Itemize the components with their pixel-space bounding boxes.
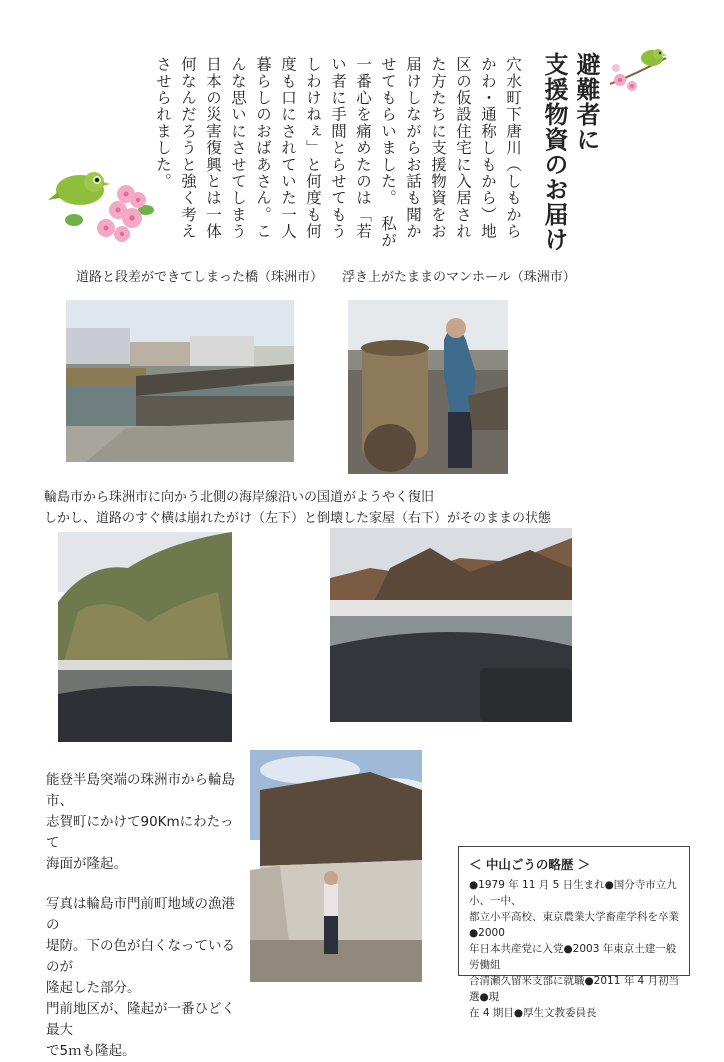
bird-blossom-icon-left <box>46 160 156 250</box>
uplift-line-4: 写真は輪島市門前町地域の漁港の <box>46 896 235 933</box>
profile-line-5: 在 4 期目●厚生文教委員長 <box>469 1007 597 1019</box>
seawall-uplift-photo <box>250 750 422 982</box>
uplift-line-1: 能登半島突端の珠洲市から輪島市、 <box>46 772 235 809</box>
profile-box <box>458 846 690 1019</box>
uplift-line-2: 志賀町にかけて90Kmにわたって <box>46 814 234 851</box>
uplift-line-5: 堤防。下の色が白くなっているのが <box>46 938 235 975</box>
caption-road-line-1: 輪島市から珠洲市に向かう北側の海岸線沿いの国道がようやく復旧 <box>44 490 435 505</box>
uplift-line-6: 隆起した部分。 <box>46 980 141 996</box>
caption-manhole: 浮き上がたままのマンホール（珠洲市） <box>342 270 576 285</box>
profile-heading: ＜ 中山ごうの略歴 ＞ <box>469 857 591 872</box>
article-title <box>532 52 602 252</box>
manhole-photo <box>348 300 508 474</box>
collapsed-houses-photo <box>330 528 572 722</box>
caption-bridge: 道路と段差ができてしまった橋（珠洲市） <box>76 270 324 285</box>
uplift-line-3: 海面が隆起。 <box>46 856 127 872</box>
profile-line-4: 合清瀬久留米支部に就職●2011 年 4 月初当選●現 <box>469 975 680 1003</box>
profile-line-1: ●1979 年 11 月 5 日生まれ●国分寺市立九小、一中、 <box>469 879 677 907</box>
uplift-description <box>46 770 246 1062</box>
uplift-line-7: 門前地区が、隆起が一番ひどく最大 <box>46 1001 235 1038</box>
uplift-line-8: で5ｍも隆起。 <box>46 1043 136 1059</box>
article-body: 穴水町下唐川（しもからかわ・通称しもから）地区の仮設住宅に入居された方たちに支援物資をお届けしながらお話も聞かせてもらいました。 私が一番心を痛めたのは「若い者に手間とらせてもうしわけねぇ」と何度も何度も口にされていた一人暮らしのおばあさん。こんな思いにさせてしまう日本の災害復興とは一体何なんだろうと強く考えさせられました。 <box>154 56 522 249</box>
profile-line-2: 都立小平高校、東京農業大学畜産学科を卒業●2000 <box>469 911 679 939</box>
profile-body <box>469 877 681 1021</box>
caption-road-line-2: しかし、道路のすぐ横は崩れたがけ（左下）と倒壊した家屋（右下）がそのままの状態 <box>44 511 552 526</box>
collapsed-cliff-photo <box>58 532 232 742</box>
title-line-1: 避難者に <box>572 52 600 152</box>
bridge-photo <box>66 300 294 462</box>
bird-blossom-icon-top <box>606 44 670 94</box>
profile-line-3: 年日本共産党に入党●2003 年東京土建一般労働組 <box>469 943 677 971</box>
title-line-2: 支援物資のお届け <box>540 52 568 252</box>
